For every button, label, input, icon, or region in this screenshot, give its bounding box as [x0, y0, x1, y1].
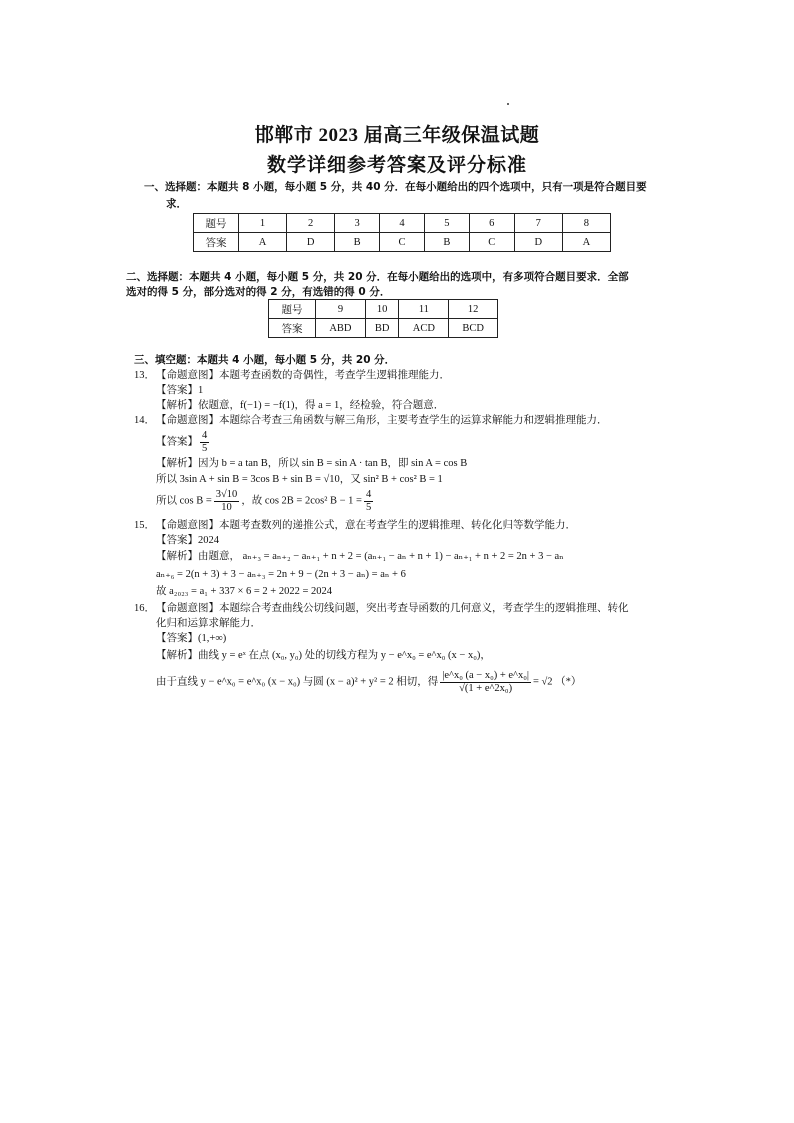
table-cell: 12 [449, 300, 498, 319]
table-row-numbers [194, 214, 611, 233]
table-header-cell: 答案 [269, 319, 316, 338]
section1-answer-table [193, 213, 611, 252]
table-cell: 4 [380, 214, 425, 233]
document-title: 邯郸市 2023 届高三年级保温试题 [254, 125, 540, 146]
q14-number: 14． [134, 415, 155, 426]
table-cell: A [239, 233, 287, 252]
q16-line2-suffix: = √2 （*） [533, 676, 582, 688]
table-cell: 9 [316, 300, 366, 319]
q14-analysis-line1: 【解析】因为 b = a tan B，所以 sin B = sin A · tan B，即 sin A = cos B [156, 458, 468, 469]
q15-answer: 【答案】2024 [156, 535, 219, 546]
table-cell: 6 [469, 214, 514, 233]
q13-intent: 【命题意图】本题考查函数的奇偶性，考查学生逻辑推理能力． [156, 370, 450, 381]
table-row-answers [194, 233, 611, 252]
q13-number: 13． [134, 370, 155, 381]
q14-analysis-line2: 所以 3sin A + sin B = 3cos B + sin B = √10，又 sin² B + cos² B = 1 [156, 474, 443, 485]
table-cell: C [469, 233, 514, 252]
table-cell: B [335, 233, 380, 252]
q13-answer: 【答案】1 [156, 385, 204, 396]
q16-analysis-line2 [156, 670, 581, 695]
table-cell: 7 [514, 214, 562, 233]
section1-heading-cont: 求． [166, 198, 187, 210]
table-cell: B [424, 233, 469, 252]
fraction-numerator: 3√10 [215, 489, 238, 500]
table-header-cell: 答案 [194, 233, 239, 252]
q13-analysis: 【解析】依题意，f(−1) = −f(1)，得 a = 1，经检验，符合题意． [156, 400, 445, 411]
q14-cosb-fraction [214, 489, 240, 514]
fraction-denominator: 10 [221, 502, 232, 513]
fraction-numerator: 4 [365, 489, 372, 500]
q14-answer-label: 【答案】 [156, 436, 198, 448]
q14-answer [156, 430, 211, 455]
q15-number: 15． [134, 520, 155, 531]
q16-answer: 【答案】(1,+∞) [156, 633, 227, 644]
fraction-denominator: 5 [365, 502, 372, 513]
q15-analysis-line1: 【解析】由题意， aₙ₊₃ = aₙ₊₂ − aₙ₊₁ + n + 2 = (aₙ₊₁ − aₙ + n + 1) − aₙ₊₁ + n + 2 = 2n + 3 − aₙ [156, 551, 564, 562]
section1-heading: 一、选择题：本题共 8 小题，每小题 5 分，共 40 分．在每小题给出的四个选项中，只有一项是符合题目要 [144, 181, 647, 193]
section3-heading: 三、填空题：本题共 4 小题，每小题 5 分，共 20 分． [134, 354, 396, 366]
table-cell: 8 [562, 214, 610, 233]
q14-answer-fraction [200, 430, 209, 455]
q16-line2-prefix: 由于直线 y − e^x₀ = e^x₀ (x − x₀) 与圆 (x − a)² + y² = 2 相切，得 [156, 676, 439, 688]
q16-intent-cont: 化归和运算求解能力． [156, 618, 261, 629]
table-cell: 2 [287, 214, 335, 233]
table-cell: D [287, 233, 335, 252]
table-cell: ABD [316, 319, 366, 338]
q15-analysis-line3: 故 a₂₀₂₃ = a₁ + 337 × 6 = 2 + 2022 = 2024 [156, 586, 333, 597]
q15-analysis-line2: aₙ₊₆ = 2(n + 3) + 3 − aₙ₊₃ = 2n + 9 − (2n + 3 − aₙ) = aₙ + 6 [156, 569, 406, 580]
section2-heading: 二、选择题：本题共 4 小题，每小题 5 分，共 20 分．在每小题给出的选项中，有多项符合题目要求．全部 [126, 271, 629, 283]
table-cell: D [514, 233, 562, 252]
table-cell: 10 [365, 300, 399, 319]
section2-answer-table [268, 299, 498, 338]
table-header-cell: 题号 [269, 300, 316, 319]
table-row-answers [269, 319, 498, 338]
q16-intent: 【命题意图】本题综合考查曲线公切线问题，突出考查导函数的几何意义，考查学生的逻辑推理、转化 [156, 603, 629, 614]
table-cell: BCD [449, 319, 498, 338]
fraction-numerator: 4 [202, 430, 208, 441]
fraction-denominator: √(1 + e^2x₀) [459, 683, 513, 694]
table-row-numbers [269, 300, 498, 319]
document-subtitle: 数学详细参考答案及评分标准 [266, 155, 527, 176]
q14-line3-middle: ，故 cos 2B = 2cos² B − 1 = [241, 495, 362, 507]
q16-analysis-line1: 【解析】曲线 y = eˣ 在点 (x₀, y₀) 处的切线方程为 y − e^x₀ = e^x₀ (x − x₀)， [156, 650, 491, 661]
table-cell: 3 [335, 214, 380, 233]
table-cell: 1 [239, 214, 287, 233]
table-cell: ACD [399, 319, 449, 338]
section2-heading-cont: 选对的得 5 分，部分选对的得 2 分，有选错的得 0 分． [126, 286, 391, 298]
table-cell: 5 [424, 214, 469, 233]
q16-number: 16． [134, 603, 155, 614]
table-cell: C [380, 233, 425, 252]
table-header-cell: 题号 [194, 214, 239, 233]
q14-result-fraction [364, 489, 373, 514]
fraction-numerator: |e^x₀ (a − x₀) + e^x₀| [442, 670, 529, 681]
q14-analysis-line3 [156, 489, 375, 514]
table-cell: A [562, 233, 610, 252]
q15-intent: 【命题意图】本题考查数列的递推公式，意在考查学生的逻辑推理、转化化归等数学能力． [156, 520, 576, 531]
scan-speck [507, 103, 509, 105]
q14-intent: 【命题意图】本题综合考查三角函数与解三角形，主要考查学生的运算求解能力和逻辑推理能力． [156, 415, 608, 426]
q16-distance-fraction [440, 670, 531, 695]
table-cell: BD [365, 319, 399, 338]
fraction-denominator: 5 [202, 443, 208, 454]
table-cell: 11 [399, 300, 449, 319]
q14-line3-prefix: 所以 cos B = [156, 495, 212, 507]
